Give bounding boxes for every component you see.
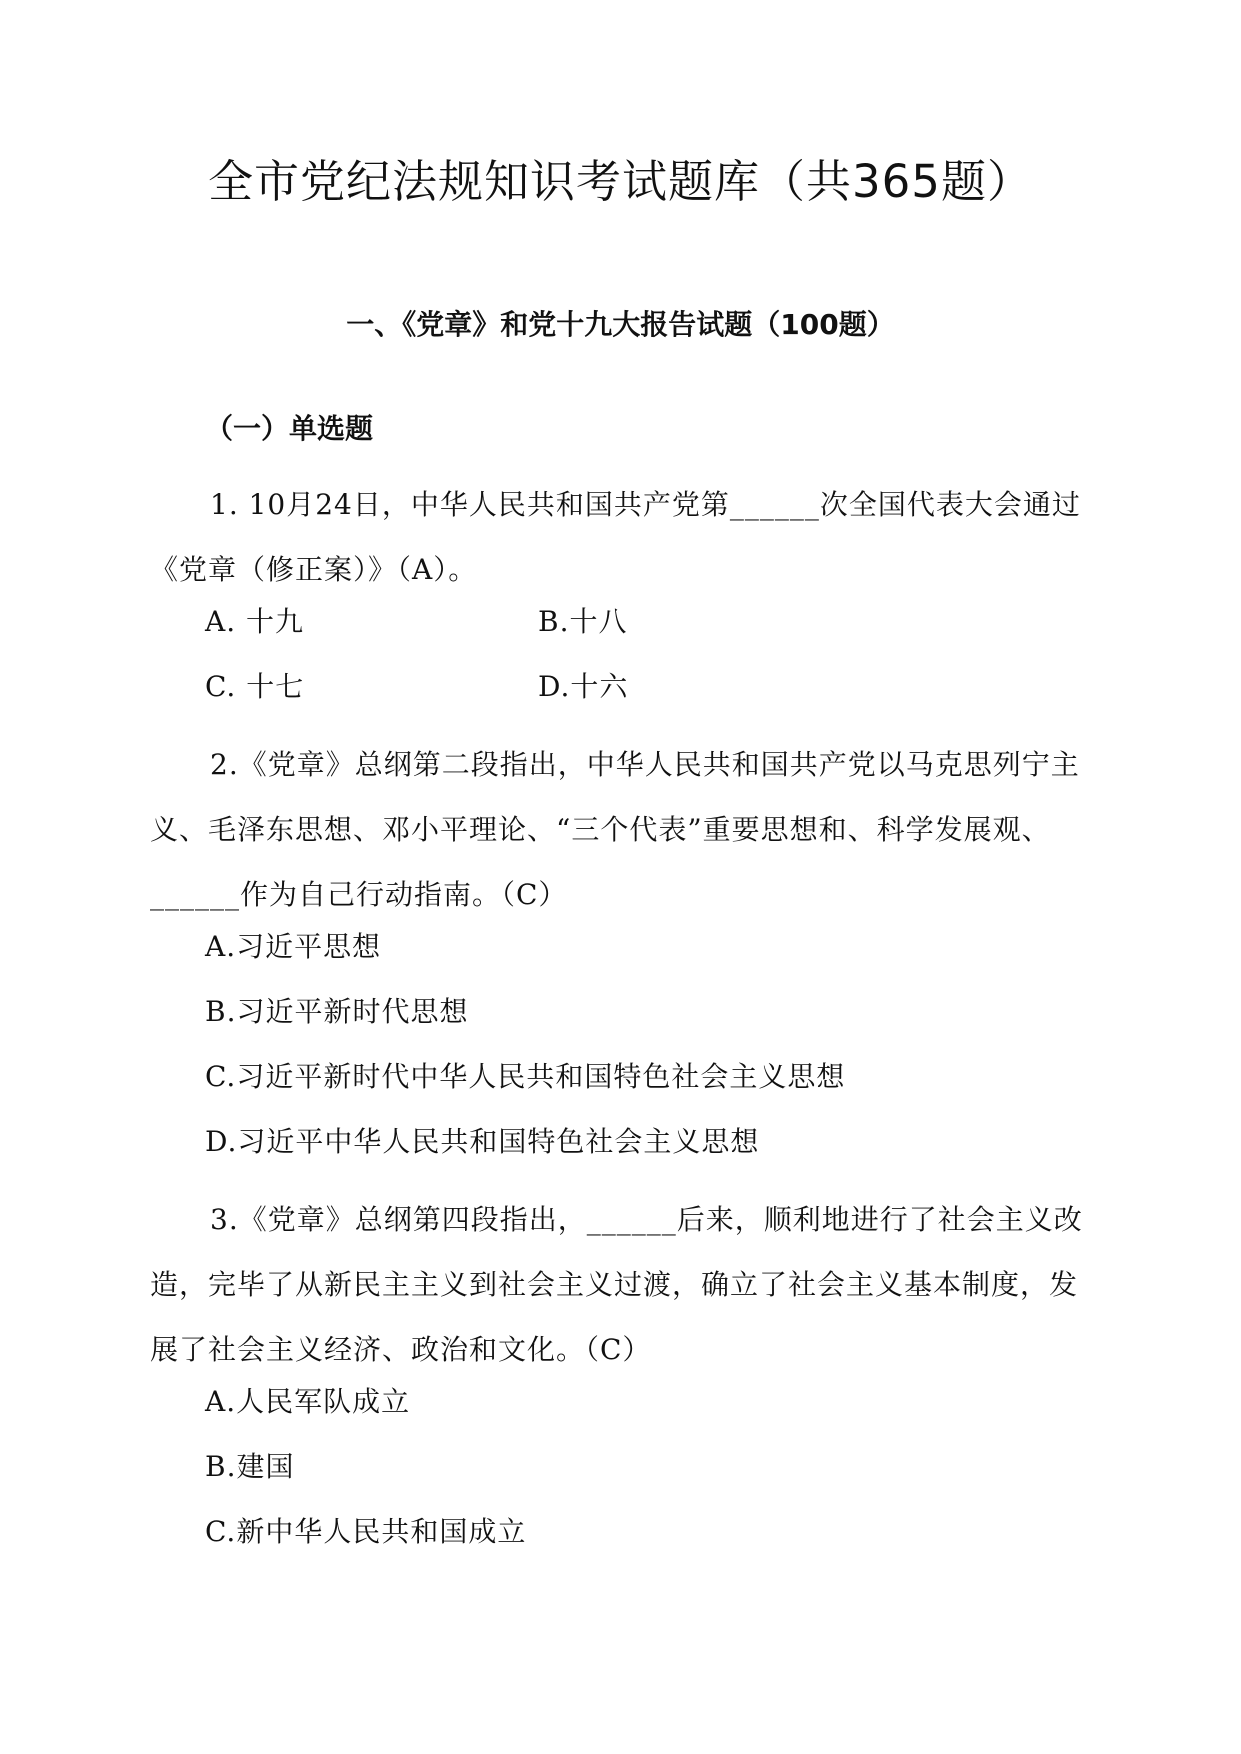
question-2-text: 2.《党章》总纲第二段指出，中华人民共和国共产党以马克思列宁主义、毛泽东思想、邓小平理论、“三个代表”重要思想和、科学发展观、______作为自己行动指南。（C）: [150, 748, 1080, 911]
question-3-option-c: C.新中华人民共和国成立: [205, 1515, 527, 1548]
question-2-option-c: C.习近平新时代中华人民共和国特色社会主义思想: [205, 1060, 846, 1093]
question-2-option-a: A.习近平思想: [205, 930, 382, 963]
question-2-option-d: D.习近平中华人民共和国特色社会主义思想: [205, 1125, 760, 1158]
question-1-option-c: C. 十七: [205, 670, 305, 703]
question-3-option-a: A.人民军队成立: [205, 1385, 411, 1418]
question-1-option-b: B.十八: [538, 605, 628, 638]
question-3-option-b: B.建国: [205, 1450, 295, 1483]
question-2-option-b: B.习近平新时代思想: [205, 995, 469, 1028]
question-1-option-d: D.十六: [538, 670, 629, 703]
question-3-text: 3.《党章》总纲第四段指出，______后来，顺利地进行了社会主义改造，完毕了从新民主主义到社会主义过渡，确立了社会主义基本制度，发展了社会主义经济、政治和文化。（C）: [150, 1203, 1083, 1366]
question-1-option-a: A. 十九: [205, 605, 305, 638]
document-title: 全市党纪法规知识考试题库（共365题）: [208, 155, 1033, 208]
subsection-title: （一）单选题: [205, 412, 374, 445]
question-1-text: 1. 10月24日，中华人民共和国共产党第______次全国代表大会通过《党章（修正案）》（A）。: [150, 488, 1081, 586]
section-title: 一、《党章》和党十九大报告试题（100题）: [346, 308, 895, 341]
